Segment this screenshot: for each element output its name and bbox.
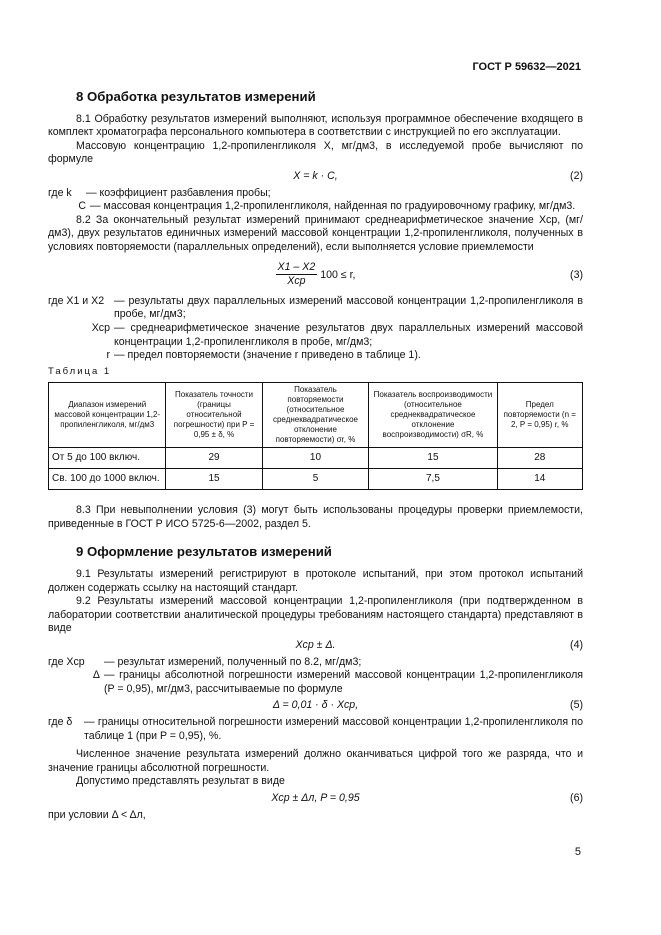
section-9-title: 9 Оформление результатов измерений (76, 544, 332, 560)
where-delta-symbol: Δ (92, 669, 100, 682)
table-cell: 14 (497, 469, 582, 490)
where-delta-text: — границы абсолютной погрешности измерений массовой концентрации 1,2-пропиленгликоля (P = 0,95), мг/дм3, рассчитываемые по формуле (104, 669, 583, 695)
table-cell: Св. 100 до 1000 включ. (49, 469, 166, 490)
formula-4-number: (4) (570, 639, 583, 652)
formula-3-numerator: X1 – X2 (276, 261, 318, 276)
table-cell: 28 (497, 448, 582, 469)
where-small-delta-text: — границы относительной погрешности измерений массовой концентрации 1,2-пропиленгликоля по таблице 1 (при P = 0,95), %. (84, 716, 583, 742)
where-xcp-symbol: Xср (91, 321, 110, 334)
table-header-cell: Предел повторяемости (n = 2, P = 0,95) r, % (497, 383, 582, 448)
where-k (48, 187, 583, 201)
where-c (48, 200, 583, 214)
formula-4-body: Xср ± Δ. (295, 639, 336, 652)
table-row (49, 469, 583, 490)
where-small-delta-symbol: где δ (48, 716, 73, 728)
formula-5-body: Δ = 0,01 · δ · Xср, (272, 699, 359, 712)
where-r (48, 349, 583, 363)
table-header-cell: Показатель повторяемости (относительное среднеквадратическое отклонение повторяемости) σr, % (262, 383, 369, 448)
where-c-text: — массовая концентрация 1,2-пропиленгликоля, найденная по градуировочному графику, мг/дм3. (90, 200, 576, 213)
page-number: 5 (574, 846, 581, 858)
paragraph-mass-concentration: Массовую концентрацию 1,2-пропиленгликоля X, мг/дм3, в исследуемой пробе вычисляют по формуле (48, 139, 583, 166)
where-xcp-result (48, 656, 583, 670)
table-cell: 29 (166, 448, 262, 469)
formula-2 (48, 170, 583, 184)
where-c-symbol: C (78, 200, 86, 213)
table-row (49, 448, 583, 469)
page-content (48, 90, 583, 822)
section-8-title: 8 Обработка результатов измерений (76, 89, 316, 104)
table-header-row (49, 383, 583, 448)
table-header-cell: Диапазон измерений массовой концентрации 1,2-пропиленгликоля, мг/дм3 (49, 383, 166, 448)
table-cell: 10 (262, 448, 369, 469)
formula-3-denominator: Xср (287, 275, 306, 288)
paragraph-9-1: 9.1 Результаты измерений регистрируют в протоколе испытаний, при этом протокол испытаний должен содержать ссылку на настоящий стандарт. (48, 568, 583, 594)
where-delta (48, 669, 583, 696)
document-id: ГОСТ Р 59632—2021 (472, 61, 581, 73)
table-header-cell: Показатель воспроизводимости (относительное среднеквадратическое отклонение воспроизводимости) σR, % (369, 383, 497, 448)
formula-2-body: X = k · C, (293, 169, 338, 182)
where-r-text: — предел повторяемости (значение r приведено в таблице 1). (114, 349, 421, 362)
formula-6-body: Xср ± Δл, P = 0,95 (271, 791, 360, 804)
precision-table (48, 382, 583, 490)
formula-6 (48, 792, 583, 806)
where-xcp-result-symbol: где Xср (48, 655, 85, 668)
table-header-cell: Показатель точности (границы относительной погрешности) при P = 0,95 ± δ, % (166, 383, 262, 448)
paragraph-alternative: Допустимо представлять результат в виде (76, 775, 285, 788)
formula-6-number: (6) (570, 791, 583, 804)
where-x1-x2-text: — результаты двух параллельных измерений массовой концентрации 1,2-пропиленгликоля в пробе, мг/дм3; (114, 294, 583, 321)
where-k-symbol: где k (48, 186, 72, 199)
where-small-delta (48, 716, 583, 743)
table-cell: От 5 до 100 включ. (49, 448, 166, 469)
formula-3-tail: 100 ≤ r, (320, 268, 356, 281)
where-r-symbol: r (106, 349, 110, 362)
where-k-text: — коэффициент разбавления пробы; (86, 186, 271, 199)
table-caption: Таблица 1 (48, 365, 112, 377)
formula-3 (48, 261, 583, 289)
where-xcp-result-text: — результат измерений, полученный по 8.2, мг/дм3; (104, 655, 362, 668)
formula-5 (48, 699, 583, 713)
paragraph-8-3: 8.3 При невыполнении условия (3) могут быть использованы процедуры проверки приемлемости, приведенные в ГОСТ Р ИСО 5725-6—2002, раздел 5. (48, 504, 583, 530)
table-cell: 15 (166, 469, 262, 490)
where-x1-x2-symbol: где X1 и X2 (48, 294, 105, 307)
where-xcp (48, 322, 583, 349)
paragraph-condition: при условии Δ < Δл, (48, 808, 146, 821)
formula-3-fraction (276, 261, 318, 289)
where-x1-x2 (48, 295, 583, 322)
paragraph-8-2: 8.2 За окончательный результат измерений принимают среднеарифметическое значение Xср, (мг/дм3), двух результатов единичных измерений массовой концентрации 1,2-пропиленгликоля, полученных в условиях повторяемости (параллельных определений), если выполняется условие приемлемости (48, 213, 583, 253)
table-cell: 15 (369, 448, 497, 469)
where-xcp-text: — среднеарифметическое значение результатов двух параллельных измерений массовой концентрации 1,2-пропиленгликоля в пробе, мг/дм3; (114, 321, 583, 348)
table-cell: 5 (262, 469, 369, 490)
formula-2-number: (2) (570, 169, 583, 182)
formula-4 (48, 639, 583, 653)
paragraph-8-1: 8.1 Обработку результатов измерений выполняют, используя программное обеспечение входящего в комплект хроматографа персонального компьютера в соответствии с инструкцией по его эксплуатации. (48, 112, 583, 139)
table-cell: 7,5 (369, 469, 497, 490)
formula-3-number: (3) (570, 268, 583, 281)
paragraph-9-2: 9.2 Результаты измерений массовой концентрации 1,2-пропиленгликоля (при подтвержденном в лаборатории соответствии аналитической процедуры требованиям настоящего стандарта) представляют в виде (48, 595, 583, 635)
paragraph-numeric-value: Численное значение результата измерений должно оканчиваться цифрой того же разряда, что и значение границы абсолютной погрешности. (48, 748, 583, 774)
formula-5-number: (5) (570, 699, 583, 712)
